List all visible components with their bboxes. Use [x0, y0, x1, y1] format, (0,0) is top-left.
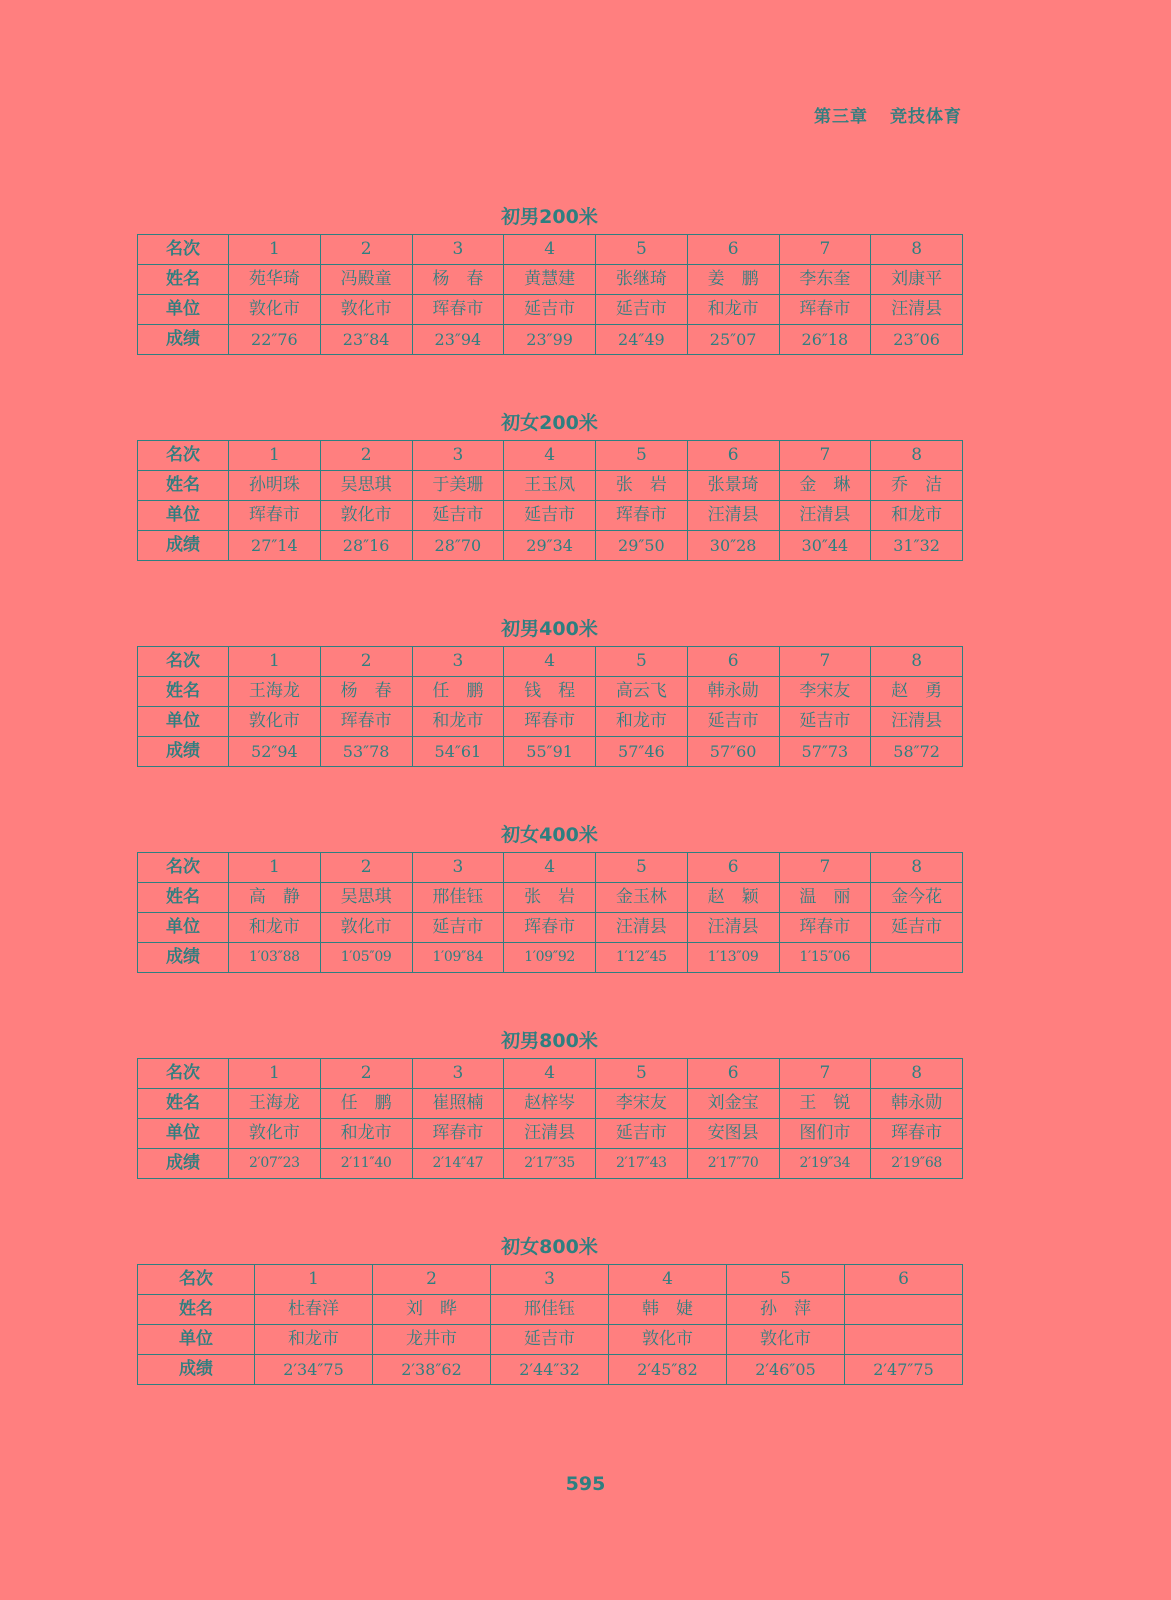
cell: 刘金宝 [687, 1089, 779, 1119]
rank-row [138, 1059, 963, 1089]
cell: 1 [229, 1059, 321, 1089]
chapter-header [814, 102, 962, 127]
result-section [137, 822, 962, 967]
cell: 7 [779, 853, 871, 883]
cell: 赵 勇 [871, 677, 963, 707]
unit-row [138, 1325, 963, 1355]
result-row [138, 531, 963, 561]
cell: 敦化市 [229, 295, 321, 325]
rank-row [138, 853, 963, 883]
section-title: 初女800米 [501, 1236, 598, 1258]
cell: 韩永勋 [871, 1089, 963, 1119]
cell: 安图县 [687, 1119, 779, 1149]
cell: 珲春市 [229, 501, 321, 531]
cell: 敦化市 [320, 501, 412, 531]
cell: 2′17″43 [596, 1149, 688, 1179]
row-label: 成绩 [138, 737, 229, 767]
cell: 6 [845, 1265, 963, 1295]
row-label: 单位 [138, 295, 229, 325]
cell: 延吉市 [687, 707, 779, 737]
cell: 杨 春 [412, 265, 504, 295]
cell: 和龙市 [687, 295, 779, 325]
cell: 2′34″75 [255, 1355, 373, 1385]
results-table [137, 1264, 963, 1385]
cell: 刘康平 [871, 265, 963, 295]
cell: 邢佳钰 [491, 1295, 609, 1325]
row-label: 成绩 [138, 1149, 229, 1179]
cell: 24″49 [596, 325, 688, 355]
cell: 珲春市 [504, 913, 596, 943]
cell: 吴思琪 [320, 883, 412, 913]
cell: 27″14 [229, 531, 321, 561]
cell: 珲春市 [779, 295, 871, 325]
cell: 珲春市 [412, 1119, 504, 1149]
cell: 1′15″06 [779, 943, 871, 973]
result-section [137, 1028, 962, 1173]
cell: 8 [871, 235, 963, 265]
cell: 6 [687, 441, 779, 471]
row-label: 单位 [138, 1325, 255, 1355]
result-row [138, 325, 963, 355]
cell: 28″70 [412, 531, 504, 561]
cell: 29″34 [504, 531, 596, 561]
cell: 于美珊 [412, 471, 504, 501]
cell: 金玉林 [596, 883, 688, 913]
cell: 3 [412, 647, 504, 677]
cell: 赵 颖 [687, 883, 779, 913]
cell: 姜 鹏 [687, 265, 779, 295]
cell: 6 [687, 235, 779, 265]
cell: 2′46″05 [727, 1355, 845, 1385]
row-label: 姓名 [138, 883, 229, 913]
cell: 5 [596, 1059, 688, 1089]
results-table [137, 646, 963, 767]
cell: 和龙市 [412, 707, 504, 737]
row-label: 成绩 [138, 325, 229, 355]
cell: 25″07 [687, 325, 779, 355]
cell: 黄慧建 [504, 265, 596, 295]
cell: 2′19″34 [779, 1149, 871, 1179]
cell: 4 [504, 235, 596, 265]
cell: 杜春洋 [255, 1295, 373, 1325]
result-row [138, 737, 963, 767]
cell: 6 [687, 647, 779, 677]
cell: 和龙市 [320, 1119, 412, 1149]
cell: 53″78 [320, 737, 412, 767]
result-row [138, 943, 963, 973]
cell: 延吉市 [504, 295, 596, 325]
cell: 1′05″09 [320, 943, 412, 973]
cell: 2′07″23 [229, 1149, 321, 1179]
cell: 高 静 [229, 883, 321, 913]
cell: 汪清县 [504, 1119, 596, 1149]
cell: 敦化市 [229, 707, 321, 737]
cell: 韩永勋 [687, 677, 779, 707]
cell: 王 锐 [779, 1089, 871, 1119]
cell: 6 [687, 1059, 779, 1089]
row-label: 成绩 [138, 531, 229, 561]
cell: 延吉市 [412, 501, 504, 531]
cell: 延吉市 [596, 1119, 688, 1149]
section-title: 初男200米 [501, 206, 598, 228]
row-label: 单位 [138, 501, 229, 531]
row-label: 名次 [138, 1265, 255, 1295]
cell: 4 [504, 853, 596, 883]
name-row [138, 1295, 963, 1325]
cell: 任 鹏 [320, 1089, 412, 1119]
cell: 5 [727, 1265, 845, 1295]
cell: 赵梓岑 [504, 1089, 596, 1119]
cell: 汪清县 [687, 501, 779, 531]
cell: 5 [596, 647, 688, 677]
cell: 苑华琦 [229, 265, 321, 295]
cell: 1 [229, 441, 321, 471]
result-section [137, 1234, 962, 1379]
cell: 冯殿童 [320, 265, 412, 295]
cell: 54″61 [412, 737, 504, 767]
results-table [137, 440, 963, 561]
cell: 7 [779, 235, 871, 265]
result-section [137, 410, 962, 555]
cell: 2′17″70 [687, 1149, 779, 1179]
cell: 延吉市 [491, 1325, 609, 1355]
cell: 吴思琪 [320, 471, 412, 501]
cell: 温 丽 [779, 883, 871, 913]
cell: 8 [871, 1059, 963, 1089]
cell: 王玉凤 [504, 471, 596, 501]
cell: 延吉市 [779, 707, 871, 737]
row-label: 姓名 [138, 677, 229, 707]
cell: 和龙市 [229, 913, 321, 943]
cell: 2′17″35 [504, 1149, 596, 1179]
cell: 57″46 [596, 737, 688, 767]
cell: 珲春市 [779, 913, 871, 943]
cell: 韩 婕 [609, 1295, 727, 1325]
cell: 和龙市 [871, 501, 963, 531]
cell: 2′38″62 [373, 1355, 491, 1385]
cell: 2 [320, 647, 412, 677]
cell: 李宋友 [596, 1089, 688, 1119]
cell: 23″84 [320, 325, 412, 355]
cell: 4 [504, 647, 596, 677]
row-label: 姓名 [138, 265, 229, 295]
cell: 8 [871, 853, 963, 883]
cell: 汪清县 [871, 295, 963, 325]
cell: 1 [229, 235, 321, 265]
cell: 5 [596, 235, 688, 265]
cell: 31″32 [871, 531, 963, 561]
cell: 珲春市 [412, 295, 504, 325]
unit-row [138, 1119, 963, 1149]
cell: 2 [373, 1265, 491, 1295]
cell: 57″60 [687, 737, 779, 767]
cell [845, 1325, 963, 1355]
name-row [138, 471, 963, 501]
cell: 珲春市 [871, 1119, 963, 1149]
row-label: 成绩 [138, 943, 229, 973]
cell: 3 [412, 235, 504, 265]
cell: 2′45″82 [609, 1355, 727, 1385]
cell: 2′11″40 [320, 1149, 412, 1179]
cell: 张继琦 [596, 265, 688, 295]
name-row [138, 883, 963, 913]
cell: 乔 洁 [871, 471, 963, 501]
result-row [138, 1149, 963, 1179]
cell: 2 [320, 853, 412, 883]
page-number: 595 [565, 1473, 606, 1495]
cell: 1′09″84 [412, 943, 504, 973]
cell: 2 [320, 441, 412, 471]
row-label: 成绩 [138, 1355, 255, 1385]
cell: 邢佳钰 [412, 883, 504, 913]
rank-row [138, 441, 963, 471]
cell: 6 [687, 853, 779, 883]
cell: 珲春市 [504, 707, 596, 737]
name-row [138, 1089, 963, 1119]
cell: 王海龙 [229, 1089, 321, 1119]
cell: 钱 程 [504, 677, 596, 707]
cell: 23″06 [871, 325, 963, 355]
unit-row [138, 913, 963, 943]
results-table [137, 234, 963, 355]
row-label: 姓名 [138, 1295, 255, 1325]
cell [871, 943, 963, 973]
cell: 珲春市 [596, 501, 688, 531]
row-label: 单位 [138, 913, 229, 943]
unit-row [138, 707, 963, 737]
unit-row [138, 501, 963, 531]
cell: 2′44″32 [491, 1355, 609, 1385]
row-label: 名次 [138, 441, 229, 471]
section-title: 初男800米 [501, 1030, 598, 1052]
cell: 7 [779, 441, 871, 471]
cell: 22″76 [229, 325, 321, 355]
cell: 2 [320, 235, 412, 265]
cell: 金今花 [871, 883, 963, 913]
cell: 55″91 [504, 737, 596, 767]
cell: 延吉市 [412, 913, 504, 943]
section-title: 初女400米 [501, 824, 598, 846]
cell: 图们市 [779, 1119, 871, 1149]
cell: 敦化市 [320, 295, 412, 325]
cell: 和龙市 [596, 707, 688, 737]
row-label: 名次 [138, 235, 229, 265]
cell: 王海龙 [229, 677, 321, 707]
cell: 敦化市 [727, 1325, 845, 1355]
cell: 4 [504, 441, 596, 471]
cell: 汪清县 [596, 913, 688, 943]
cell: 任 鹏 [412, 677, 504, 707]
cell: 23″94 [412, 325, 504, 355]
cell: 3 [491, 1265, 609, 1295]
cell: 珲春市 [320, 707, 412, 737]
cell: 1 [229, 647, 321, 677]
cell: 58″72 [871, 737, 963, 767]
rank-row [138, 235, 963, 265]
cell [845, 1295, 963, 1325]
cell: 3 [412, 441, 504, 471]
rank-row [138, 1265, 963, 1295]
cell: 金 琳 [779, 471, 871, 501]
cell: 孙 萍 [727, 1295, 845, 1325]
result-row [138, 1355, 963, 1385]
cell: 30″44 [779, 531, 871, 561]
cell: 7 [779, 1059, 871, 1089]
row-label: 单位 [138, 707, 229, 737]
cell: 延吉市 [504, 501, 596, 531]
cell: 23″99 [504, 325, 596, 355]
cell: 张景琦 [687, 471, 779, 501]
cell: 李东奎 [779, 265, 871, 295]
cell: 2 [320, 1059, 412, 1089]
cell: 张 岩 [504, 883, 596, 913]
name-row [138, 677, 963, 707]
cell: 29″50 [596, 531, 688, 561]
row-label: 单位 [138, 1119, 229, 1149]
cell: 汪清县 [687, 913, 779, 943]
cell: 高云飞 [596, 677, 688, 707]
cell: 30″28 [687, 531, 779, 561]
cell: 杨 春 [320, 677, 412, 707]
chapter-number: 第三章 [814, 107, 868, 127]
cell: 龙井市 [373, 1325, 491, 1355]
cell: 延吉市 [596, 295, 688, 325]
cell: 崔照楠 [412, 1089, 504, 1119]
cell: 5 [596, 853, 688, 883]
cell: 7 [779, 647, 871, 677]
cell: 28″16 [320, 531, 412, 561]
results-table [137, 852, 963, 973]
row-label: 姓名 [138, 471, 229, 501]
rank-row [138, 647, 963, 677]
section-title: 初男400米 [501, 618, 598, 640]
cell: 汪清县 [779, 501, 871, 531]
cell: 刘 晔 [373, 1295, 491, 1325]
cell: 4 [609, 1265, 727, 1295]
chapter-title: 竞技体育 [890, 107, 962, 127]
cell: 4 [504, 1059, 596, 1089]
cell: 1′09″92 [504, 943, 596, 973]
cell: 1′12″45 [596, 943, 688, 973]
cell: 26″18 [779, 325, 871, 355]
cell: 李宋友 [779, 677, 871, 707]
unit-row [138, 295, 963, 325]
cell: 1 [229, 853, 321, 883]
cell: 敦化市 [229, 1119, 321, 1149]
cell: 2′47″75 [845, 1355, 963, 1385]
cell: 张 岩 [596, 471, 688, 501]
cell: 8 [871, 441, 963, 471]
cell: 敦化市 [320, 913, 412, 943]
result-section [137, 204, 962, 349]
cell: 5 [596, 441, 688, 471]
cell: 1 [255, 1265, 373, 1295]
section-title: 初女200米 [501, 412, 598, 434]
cell: 1′13″09 [687, 943, 779, 973]
cell: 3 [412, 1059, 504, 1089]
cell: 和龙市 [255, 1325, 373, 1355]
name-row [138, 265, 963, 295]
cell: 1′03″88 [229, 943, 321, 973]
cell: 孙明珠 [229, 471, 321, 501]
cell: 3 [412, 853, 504, 883]
cell: 2′19″68 [871, 1149, 963, 1179]
cell: 延吉市 [871, 913, 963, 943]
cell: 52″94 [229, 737, 321, 767]
row-label: 名次 [138, 853, 229, 883]
cell: 8 [871, 647, 963, 677]
cell: 57″73 [779, 737, 871, 767]
cell: 汪清县 [871, 707, 963, 737]
result-section [137, 616, 962, 761]
row-label: 名次 [138, 1059, 229, 1089]
cell: 2′14″47 [412, 1149, 504, 1179]
row-label: 名次 [138, 647, 229, 677]
row-label: 姓名 [138, 1089, 229, 1119]
cell: 敦化市 [609, 1325, 727, 1355]
results-table [137, 1058, 963, 1179]
